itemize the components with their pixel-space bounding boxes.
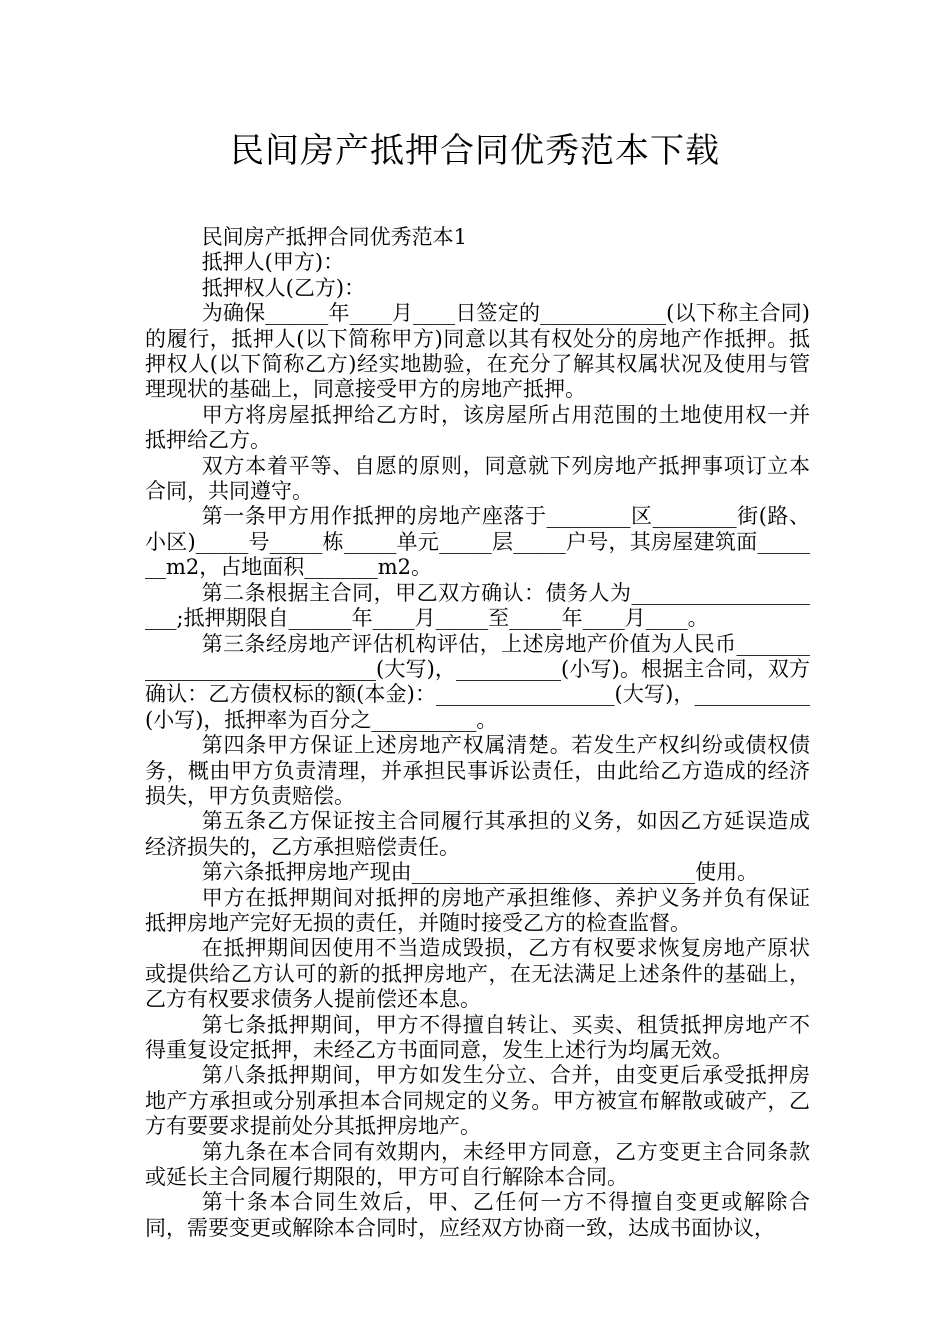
paragraph-principle: 双方本着平等、自愿的原则，同意就下列房地产抵押事项订立本合同，共同遵守。 xyxy=(145,453,810,504)
paragraph-mortgagor: 抵押人(甲方)： xyxy=(201,250,345,275)
paragraph-subtitle: 民间房产抵押合同优秀范本1 xyxy=(201,225,468,249)
document-body xyxy=(145,225,810,1241)
paragraph-article-8: 第八条抵押期间，甲方如发生分立、合并，由变更后承受抵押房地产方承担或分别承担本合同规定的义务。甲方被宣布解散或破产，乙方有要要求提前处分其抵押房地产。 xyxy=(145,1063,810,1139)
paragraph-preamble: 为确保______年____月____日签定的____________(以下称主合同)的履行，抵押人(以下简称甲方)同意以其有权处分的房地产作抵押。抵押权人(以下简称乙方)经实地勘验，在充分了解其权属状况及使用与管理现状的基础上，同意接受甲方的房地产抵押。 xyxy=(145,301,810,402)
paragraph-article-9: 第九条在本合同有效期内，未经甲方同意，乙方变更主合同条款或延长主合同履行期限的，甲方可自行解除本合同。 xyxy=(145,1139,810,1190)
paragraph-article-4: 第四条甲方保证上述房地产权属清楚。若发生产权纠纷或债权债务，概由甲方负责清理，并承担民事诉讼责任，由此给乙方造成的经济损失，甲方负责赔偿。 xyxy=(145,733,810,808)
paragraph-mortgagee: 抵押权人(乙方)： xyxy=(201,275,366,300)
paragraph-article-1: 第一条甲方用作抵押的房地产座落于________区________街(路、小区)_____号_____栋_____单元_____层_____户号，其房屋建筑面_______m2，占地面积_______m2。 xyxy=(145,504,810,580)
paragraph-article-3: 第三条经房地产评估机构评估，上述房地产价值为人民币_____________________________(大写)，__________(小写)。根据主合同，双方确认：乙方债权标的额(本金)：_________________(大写)，___________(小写)，抵押率为百分之__________。 xyxy=(145,631,810,732)
paragraph-article-7: 第七条抵押期间，甲方不得擅自转让、买卖、租赁抵押房地产不得重复设定抵押，未经乙方书面同意，发生上述行为均属无效。 xyxy=(145,1012,810,1062)
paragraph-maintenance: 甲方在抵押期间对抵押的房地产承担维修、养护义务并负有保证抵押房地产完好无损的责任，并随时接受乙方的检查监督。 xyxy=(145,885,810,935)
paragraph-article-2: 第二条根据主合同，甲乙双方确认：债务人为____________________;抵押期限自______年____月_____至_____年____月____。 xyxy=(145,580,810,631)
paragraph-article-5: 第五条乙方保证按主合同履行其承担的义务，如因乙方延误造成经济损失的，乙方承担赔偿责任。 xyxy=(145,809,810,859)
document-title: 民间房产抵押合同优秀范本下载 xyxy=(230,131,720,171)
paragraph-article-6: 第六条抵押房地产现由___________________________使用。 xyxy=(201,860,759,885)
paragraph-land-use: 甲方将房屋抵押给乙方时，该房屋所占用范围的土地使用权一并抵押给乙方。 xyxy=(145,402,810,453)
paragraph-article-10: 第十条本合同生效后，甲、乙任何一方不得擅自变更或解除合同，需要变更或解除本合同时，应经双方协商一致，达成书面协议， xyxy=(145,1190,810,1240)
paragraph-damage: 在抵押期间因使用不当造成毁损，乙方有权要求恢复房地产原状或提供给乙方认可的新的抵押房地产，在无法满足上述条件的基础上，乙方有权要求债务人提前偿还本息。 xyxy=(145,936,810,1012)
